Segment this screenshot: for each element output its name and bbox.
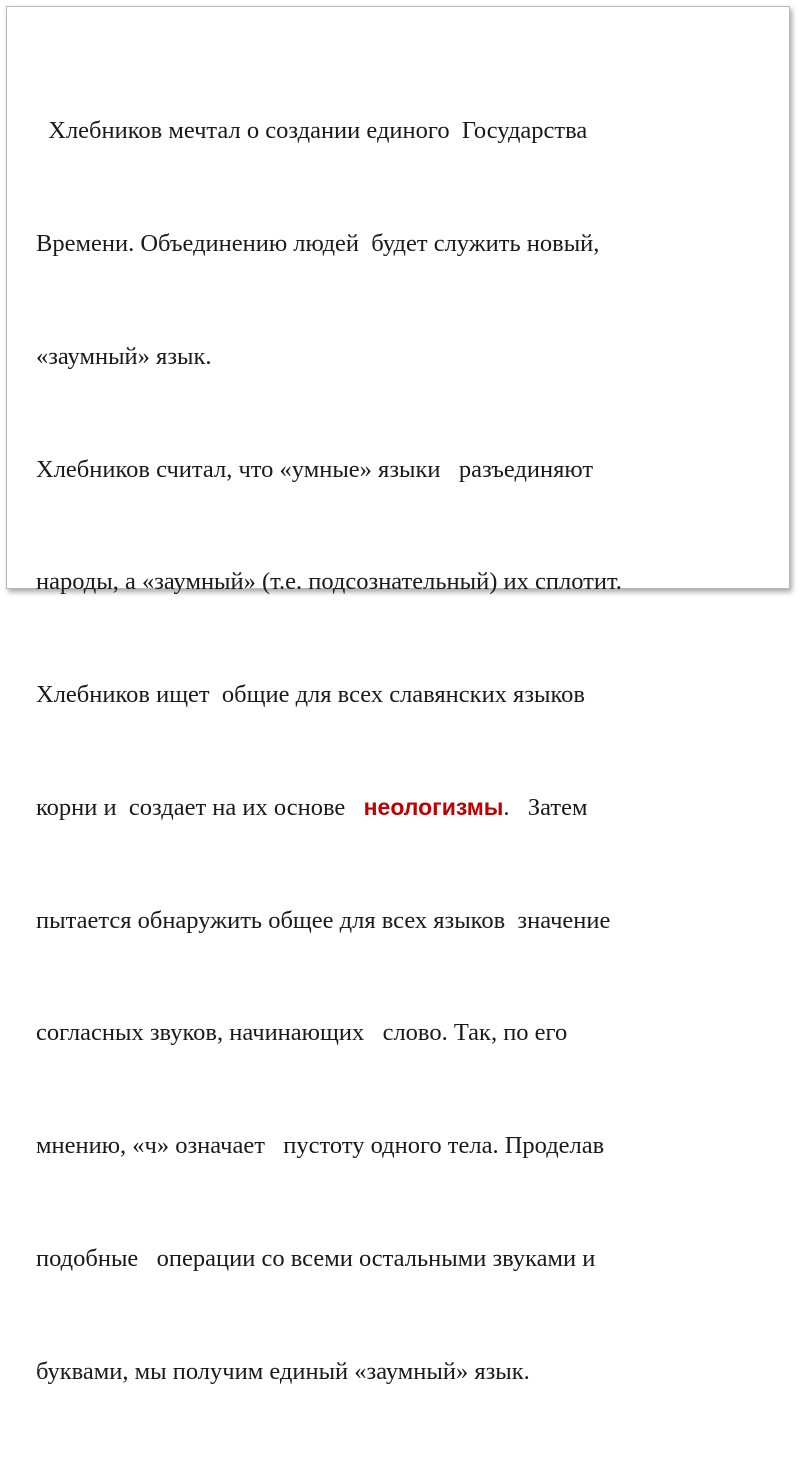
highlight-term-neologisms: неологизмы: [363, 793, 504, 820]
text-line-7-start: корни и создает на их основе: [36, 793, 364, 821]
text-line-12: буквами, мы получим единый «заумный» язык.: [36, 1357, 530, 1385]
text-line-11: подобные операции со всеми остальными звуками и: [36, 1245, 596, 1272]
text-line-9: согласных звуков, начинающих слово. Так, по его: [36, 1019, 568, 1047]
slide-frame: [6, 6, 790, 1385]
text-line-8: пытается обнаружить общее для всех языков значение: [36, 906, 611, 934]
slide-text-body: [36, 37, 776, 1466]
text-line-4: Хлебников считал, что «умные» языки разъединяют: [36, 455, 594, 483]
text-line-6: Хлебников ищет общие для всех славянских языков: [36, 681, 585, 709]
text-line-3: «заумный» язык.: [36, 342, 212, 370]
text-line-10: мнению, «ч» означает пустоту одного тела. Проделав: [36, 1132, 605, 1160]
text-line-7: [36, 789, 776, 827]
text-line-2: Времени. Объединению людей будет служить новый,: [36, 229, 600, 257]
text-line-1: Хлебников мечтал о создании единого Государства: [36, 117, 588, 145]
text-line-7-end: . Затем: [503, 793, 588, 821]
text-line-5: народы, а «заумный» (т.е. подсознательный) их сплотит.: [36, 568, 622, 596]
